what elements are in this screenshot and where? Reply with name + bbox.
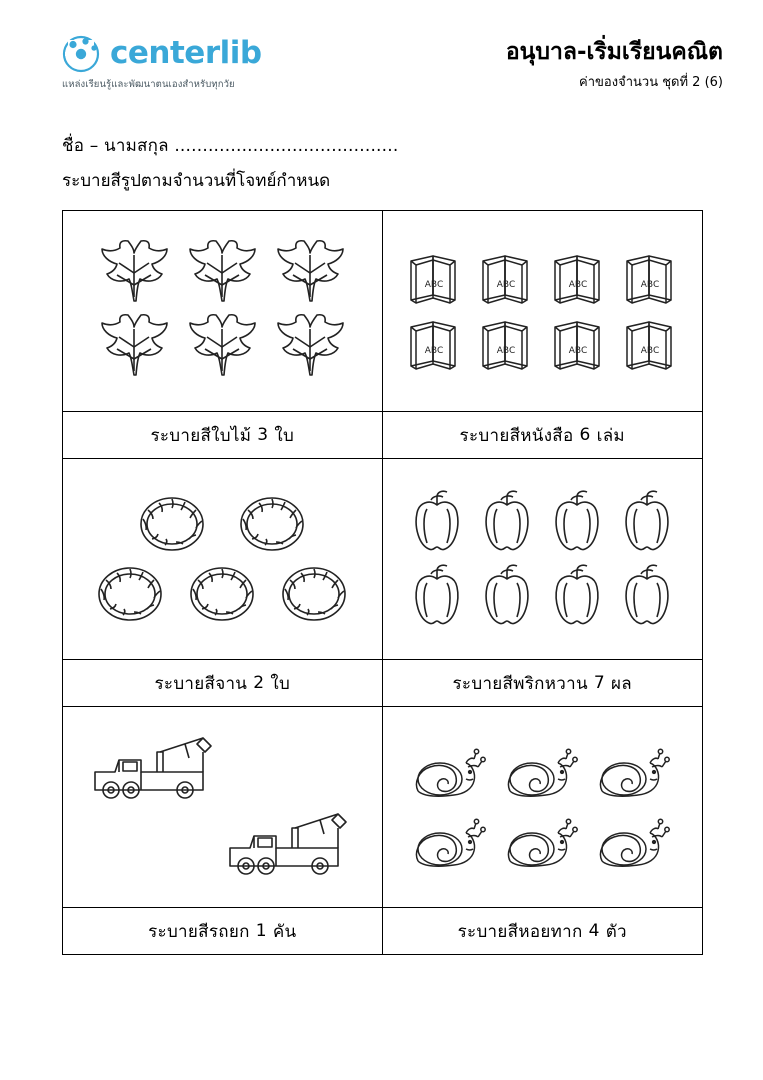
picture-area	[383, 707, 703, 907]
task-label-prefix: ระบายสีจาน	[154, 673, 248, 694]
worksheet-cell-snail	[383, 707, 703, 954]
leaf-icon[interactable]	[271, 239, 349, 309]
svg-text:ABC: ABC	[497, 346, 516, 356]
task-number: 2	[253, 673, 265, 693]
task-label-prefix: ระบายสีรถยก	[148, 921, 250, 942]
task-label	[63, 907, 382, 954]
brand-name: centerlib	[110, 35, 262, 71]
task-number: 4	[588, 921, 600, 941]
snail-icon[interactable]	[410, 739, 490, 805]
tow-truck-icon[interactable]	[220, 804, 370, 886]
picture-area	[63, 211, 382, 411]
meta-block	[0, 92, 763, 194]
task-label	[383, 659, 703, 706]
book-abc-icon[interactable]	[403, 247, 465, 309]
plate-icon[interactable]	[185, 561, 259, 627]
book-abc-icon[interactable]	[547, 313, 609, 375]
task-label-prefix: ระบายสีหนังสือ	[459, 425, 574, 446]
snail-icon[interactable]	[410, 809, 490, 875]
title-block	[506, 32, 723, 92]
brand-tagline: แหล่งเรียนรู้และพัฒนาตนเองสำหรับทุกวัย	[62, 79, 235, 90]
picture-area	[63, 707, 382, 907]
worksheet-cell-book	[383, 211, 703, 458]
book-abc-icon[interactable]	[475, 313, 537, 375]
svg-text:ABC: ABC	[425, 280, 444, 290]
worksheet-cell-plate	[63, 459, 383, 706]
picture-area	[63, 459, 382, 659]
leaf-icon[interactable]	[95, 239, 173, 309]
task-label-suffix: ตัว	[605, 921, 627, 942]
brand-logo	[60, 32, 262, 92]
plate-icon[interactable]	[93, 561, 167, 627]
plate-icon[interactable]	[277, 561, 351, 627]
svg-text:ABC: ABC	[569, 346, 588, 356]
bell-pepper-icon[interactable]	[475, 487, 539, 557]
leaf-icon[interactable]	[95, 313, 173, 383]
page-title: อนุบาล-เริ่มเรียนคณิต	[505, 39, 723, 65]
task-label-prefix: ระบายสีหอยทาก	[457, 921, 583, 942]
leaf-icon[interactable]	[271, 313, 349, 383]
worksheet-row	[63, 707, 702, 955]
task-label-suffix: ผล	[611, 673, 632, 694]
student-name-line: ชื่อ – นามสกุล ........................................	[62, 136, 399, 156]
task-label	[383, 907, 703, 954]
task-label	[63, 411, 382, 458]
bell-pepper-icon[interactable]	[615, 487, 679, 557]
worksheet-row	[63, 459, 702, 707]
plate-icon[interactable]	[235, 491, 309, 557]
book-abc-icon[interactable]	[619, 247, 681, 309]
bell-pepper-icon[interactable]	[545, 561, 609, 631]
centerlib-dots-logo-icon	[60, 32, 102, 74]
task-number: 7	[593, 673, 606, 693]
bell-pepper-icon[interactable]	[545, 487, 609, 557]
task-label-prefix: ระบายสีพริกหวาน	[452, 673, 588, 694]
leaf-icon[interactable]	[183, 239, 261, 309]
page-subtitle: ค่าของจำนวน ชุดที่ 2 (6)	[579, 74, 723, 90]
bell-pepper-icon[interactable]	[405, 487, 469, 557]
snail-icon[interactable]	[502, 809, 582, 875]
svg-text:ABC: ABC	[641, 280, 660, 290]
picture-area	[383, 459, 703, 659]
task-number: 3	[257, 425, 269, 445]
worksheet-cell-leaf	[63, 211, 383, 458]
bell-pepper-icon[interactable]	[405, 561, 469, 631]
snail-icon[interactable]	[594, 739, 674, 805]
task-number: 1	[255, 921, 267, 941]
worksheet-cell-pepper	[383, 459, 703, 706]
tow-truck-icon[interactable]	[85, 728, 235, 810]
book-abc-icon[interactable]	[475, 247, 537, 309]
picture-area	[383, 211, 703, 411]
svg-text:ABC: ABC	[569, 280, 588, 290]
leaf-icon[interactable]	[183, 313, 261, 383]
bell-pepper-icon[interactable]	[475, 561, 539, 631]
plate-icon[interactable]	[135, 491, 209, 557]
task-number: 6	[579, 425, 591, 445]
book-abc-icon[interactable]	[547, 247, 609, 309]
book-abc-icon[interactable]	[619, 313, 681, 375]
worksheet-grid	[62, 210, 703, 955]
task-label-suffix: เล่ม	[596, 425, 625, 446]
svg-text:ABC: ABC	[425, 346, 444, 356]
task-label-prefix: ระบายสีใบไม้	[150, 425, 252, 446]
task-label	[383, 411, 703, 458]
page-header	[0, 0, 763, 92]
snail-icon[interactable]	[502, 739, 582, 805]
worksheet-row	[63, 211, 702, 459]
snail-icon[interactable]	[594, 809, 674, 875]
instruction-text: ระบายสีรูปตามจำนวนที่โจทย์กำหนด	[62, 171, 331, 191]
task-label-suffix: ใบ	[274, 425, 295, 446]
bell-pepper-icon[interactable]	[615, 561, 679, 631]
task-label	[63, 659, 382, 706]
task-label-suffix: คัน	[272, 921, 297, 942]
svg-text:ABC: ABC	[497, 280, 516, 290]
book-abc-icon[interactable]	[403, 313, 465, 375]
svg-text:ABC: ABC	[641, 346, 660, 356]
task-label-suffix: ใบ	[270, 673, 291, 694]
worksheet-cell-truck	[63, 707, 383, 954]
